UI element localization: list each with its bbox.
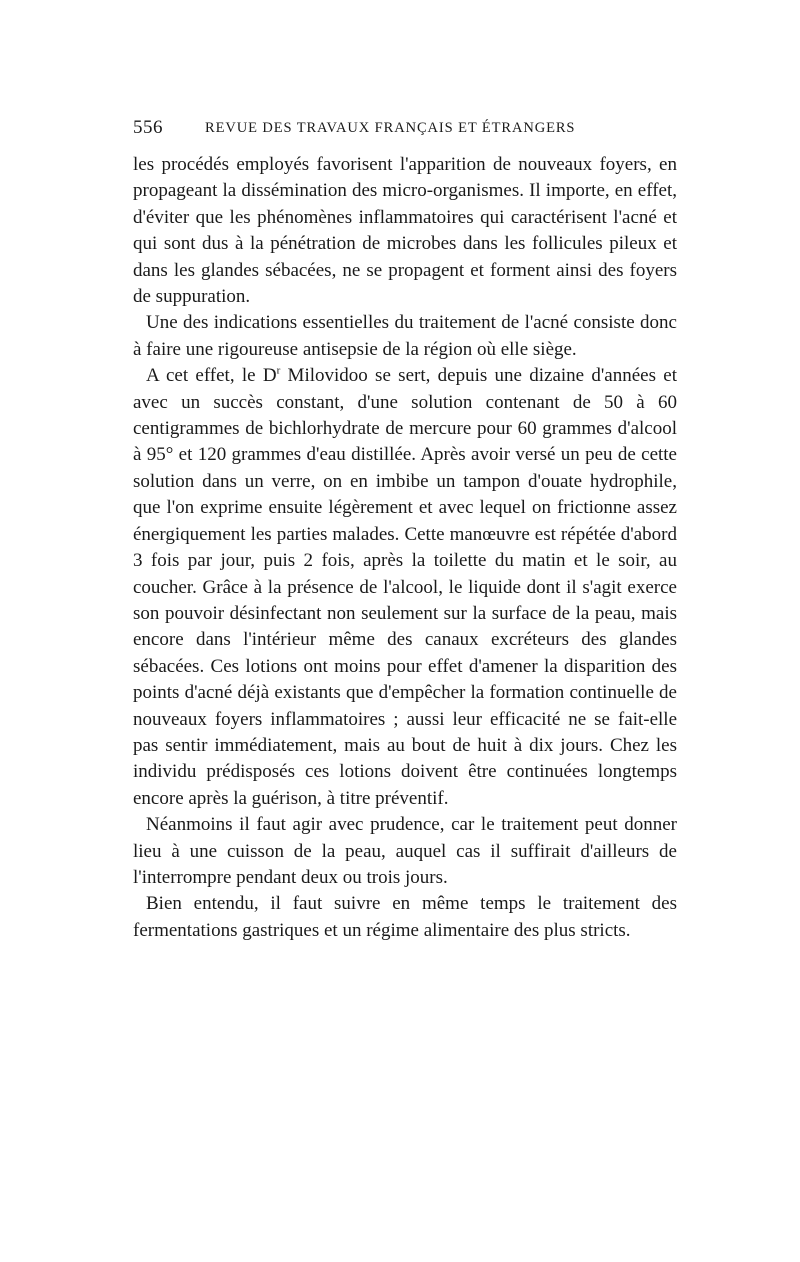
paragraph: les procédés employés favorisent l'apparition de nouveaux foyers, en propageant la dissémination des micro-organismes. Il importe, en effet, d'éviter que les phénomènes inflammatoires qui caractérisent l'acné et qui sont dus à la pénétration de microbes dans les follicules pileux et dans les glandes sébacées, ne se propagent et forment ainsi des foyers de suppuration. (133, 154, 677, 308)
paragraph-text-rest: Milovidoo se sert, depuis une dizaine d'années et avec un succès constant, d'une solution contenant de 50 à 60 centigrammes de bichlorhydrate de mercure pour 60 grammes d'alcool à 95° et 120 grammes d'eau distillée. Après avoir versé un peu de cette solution dans un verre, on en imbibe un tampon d'ouate hydrophile, que l'on exprime ensuite légèrement et avec lequel on frictionne assez énergiquement les parties malades. Cette manœuvre est répétée d'abord 3 fois par jour, puis 2 fois, après la toilette du matin et le soir, au coucher. Grâce à la présence de l'alcool, le liquide dont il s'agit exerce son pouvoir désinfectant non seulement sur la surface de la peau, mais encore dans l'intérieur même des canaux excréteurs des glandes sébacées. Ces lotions ont moins pour effet d'amener la disparition des points d'acné déjà existants que d'empêcher la formation continuelle de nouveaux foyers inflammatoires ; aussi leur efficacité ne se fait-elle pas sentir immédiatement, mais au bout de huit à dix jours. Chez les individu prédisposés ces lotions doivent être continuées longtemps encore après la guérison, à titre préventif. (133, 365, 677, 809)
paragraph (133, 363, 677, 812)
page-header (133, 117, 681, 141)
paragraph: Une des indications essentielles du traitement de l'acné consiste donc à faire une rigoureuse antisepsie de la région où elle siège. (133, 312, 677, 360)
page-number: 556 (133, 117, 163, 138)
body-text (133, 152, 677, 944)
paragraph: Bien entendu, il faut suivre en même temps le traitement des fermentations gastriques et un régime alimentaire des plus stricts. (133, 893, 677, 941)
paragraph: Néanmoins il faut agir avec prudence, car le traitement peut donner lieu à une cuisson de la peau, auquel cas il suffirait d'ailleurs de l'interrompre pendant deux ou trois jours. (133, 814, 677, 888)
running-head: REVUE DES TRAVAUX FRANÇAIS ET ÉTRANGERS (205, 120, 576, 136)
paragraph-text-start: A cet effet, le D (146, 365, 277, 387)
doctor-abbrev-superscript: r (276, 364, 281, 377)
